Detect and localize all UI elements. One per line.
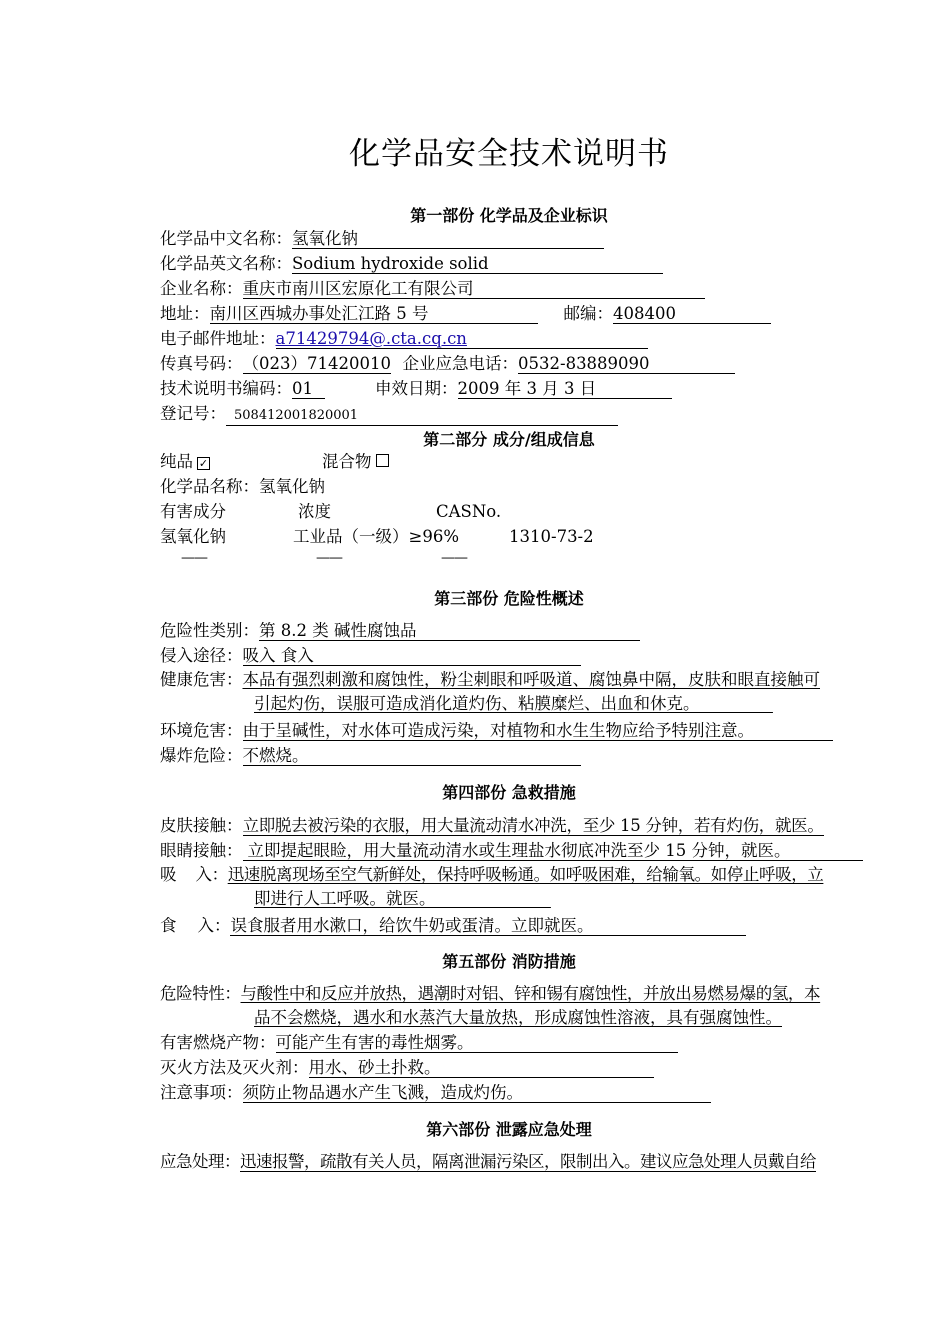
- composition-row: [160, 526, 594, 548]
- explosion-label: 爆炸危险：: [160, 746, 243, 765]
- check-icon: ✓: [198, 457, 209, 470]
- section-3-heading: 第三部份 危险性概述: [434, 589, 584, 608]
- dash-1: ——: [181, 550, 207, 566]
- skin-value: 立即脱去被污染的衣服，用大量流动清水冲洗，至少 15 分钟，若有灼伤，就医。: [242, 816, 824, 835]
- ingestion-row: [160, 915, 746, 937]
- composition-type-row: [160, 451, 389, 473]
- email-label: 电子邮件地址：: [160, 329, 276, 348]
- response-label: 应急处理：: [160, 1152, 240, 1171]
- route-value: 吸入 食入: [243, 646, 581, 666]
- row-component: 氢氧化钠: [160, 527, 226, 546]
- dash-2: ——: [316, 550, 342, 566]
- eye-value: 立即提起眼睑，用大量流动清水或生理盐水彻底冲洗至少 15 分钟，就医。: [243, 841, 863, 861]
- section-6-heading: 第六部份 泄露应急处理: [426, 1120, 592, 1139]
- company-row: [160, 278, 705, 300]
- row-cas: 1310-73-2: [509, 527, 594, 546]
- mixture-checkbox[interactable]: [376, 454, 389, 467]
- char-line-2: 品不会燃烧，遇水和水蒸汽大量放热，形成腐蚀性溶液，具有强腐蚀性。: [254, 1008, 782, 1027]
- combust-value: 可能产生有害的毒性烟雾。: [276, 1033, 678, 1053]
- row-concentration: 工业品（一级）≥96%: [293, 527, 459, 546]
- inhalation-block: [160, 863, 920, 911]
- char-line-1: 与酸性中和反应并放热，遇潮时对铝、锌和锡有腐蚀性，并放出易燃易爆的氢，本: [240, 984, 821, 1003]
- code-row: [160, 378, 672, 400]
- company-value: 重庆市南川区宏原化工有限公司: [243, 279, 705, 299]
- code-label: 技术说明书编码：: [160, 379, 292, 398]
- emergency-value: 0532-83889090: [518, 354, 735, 374]
- en-name-row: [160, 253, 663, 275]
- hazard-category-label: 危险性类别：: [160, 621, 259, 640]
- code-value: 01: [292, 379, 325, 399]
- composition-header: [160, 501, 501, 523]
- emergency-label: 企业应急电话：: [402, 354, 518, 373]
- fax-value: （023）71420010: [242, 354, 391, 373]
- col-cas: CASNo.: [436, 502, 502, 521]
- explosion-row: [160, 745, 581, 767]
- reg-label: 登记号：: [160, 404, 226, 423]
- en-name-label: 化学品英文名称：: [160, 254, 292, 273]
- note-label: 注意事项：: [160, 1083, 243, 1102]
- cn-name-value: 氢氧化钠: [292, 229, 604, 249]
- email-row: [160, 328, 648, 350]
- extinguish-label: 灭火方法及灭火剂：: [160, 1058, 309, 1077]
- fax-label: 传真号码：: [160, 354, 243, 373]
- col-concentration: 浓度: [298, 502, 331, 521]
- inhale-line-1: 迅速脱离现场至空气新鲜处，保持呼吸畅通。如呼吸困难，给输氧。如停止呼吸，立: [227, 865, 824, 884]
- ingest-value: 误食服者用水漱口，给饮牛奶或蛋清。立即就医。: [230, 916, 746, 936]
- dash-3: ——: [441, 550, 467, 566]
- note-value: 须防止物品遇水产生飞溅，造成灼伤。: [243, 1083, 711, 1103]
- health-line-2: 引起灼伤，误服可造成消化道灼伤、粘膜糜烂、出血和休克。: [254, 694, 700, 713]
- health-label: 健康危害：: [160, 670, 243, 689]
- document-title: 化学品安全技术说明书: [349, 136, 669, 172]
- route-label: 侵入途径：: [160, 646, 243, 665]
- health-line-1: 本品有强烈刺激和腐蚀性，粉尘刺眼和呼吸道、腐蚀鼻中隔，皮肤和眼直接触可: [242, 670, 820, 689]
- section-1-heading: 第一部份 化学品及企业标识: [410, 206, 608, 225]
- reg-value: 508412001820001: [226, 406, 618, 426]
- inhale-line-2: 即进行人工呼吸。就医。: [254, 889, 436, 908]
- chem-name-value: 氢氧化钠: [259, 477, 325, 496]
- pure-checkbox[interactable]: [197, 457, 210, 470]
- emergency-response-row: [160, 1151, 816, 1173]
- route-row: [160, 645, 581, 667]
- fax-row: [160, 353, 735, 375]
- eye-contact-row: [160, 840, 863, 862]
- cn-name-row: [160, 228, 604, 250]
- chem-name-row: [160, 476, 325, 498]
- explosion-value: 不燃烧。: [243, 746, 581, 766]
- address-row: [160, 303, 771, 325]
- mixture-label: 混合物: [322, 452, 372, 471]
- cn-name-label: 化学品中文名称：: [160, 229, 292, 248]
- char-label: 危险特性：: [160, 984, 241, 1003]
- extinguish-row: [160, 1057, 654, 1079]
- hazard-category-row: [160, 620, 640, 642]
- chem-name-label: 化学品名称：: [160, 477, 259, 496]
- section-2-heading: 第二部分 成分/组成信息: [423, 430, 595, 449]
- precautions-row: [160, 1082, 711, 1104]
- response-value: 迅速报警，疏散有关人员，隔离泄漏污染区，限制出入。建议应急处理人员戴自给: [240, 1152, 816, 1171]
- health-hazard-block: [160, 668, 920, 716]
- reg-row: [160, 403, 618, 426]
- postcode-label: 邮编：: [563, 304, 613, 323]
- date-value: 2009 年 3 月 3 日: [458, 379, 672, 399]
- inhale-label: 吸 入：: [160, 865, 228, 884]
- section-5-heading: 第五部份 消防措施: [442, 952, 576, 971]
- en-name-value: Sodium hydroxide solid: [292, 254, 663, 274]
- ingest-label: 食 入：: [160, 916, 231, 935]
- date-label: 申效日期：: [375, 379, 458, 398]
- env-label: 环境危害：: [160, 721, 243, 740]
- pure-label: 纯品: [160, 452, 193, 471]
- env-value: 由于呈碱性，对水体可造成污染，对植物和水生生物应给予特别注意。: [243, 721, 833, 741]
- section-4-heading: 第四部份 急救措施: [442, 783, 576, 802]
- skin-contact-row: [160, 815, 824, 837]
- company-label: 企业名称：: [160, 279, 243, 298]
- combustion-products-row: [160, 1032, 678, 1054]
- hazard-category-value: 第 8.2 类 碱性腐蚀品: [259, 621, 640, 641]
- col-hazard: 有害成分: [160, 502, 226, 521]
- postcode-value: 408400: [613, 304, 771, 324]
- email-link[interactable]: a71429794@.cta.cq.cn: [275, 329, 467, 348]
- combust-label: 有害燃烧产物：: [160, 1033, 276, 1052]
- address-label: 地址：: [160, 304, 210, 323]
- fire-characteristics-block: [160, 982, 920, 1030]
- env-hazard-row: [160, 720, 833, 742]
- extinguish-value: 用水、砂土扑救。: [309, 1058, 654, 1078]
- skin-label: 皮肤接触：: [160, 816, 243, 835]
- eye-label: 眼睛接触：: [160, 841, 243, 860]
- address-value: 南川区西城办事处汇江路 5 号: [210, 304, 538, 324]
